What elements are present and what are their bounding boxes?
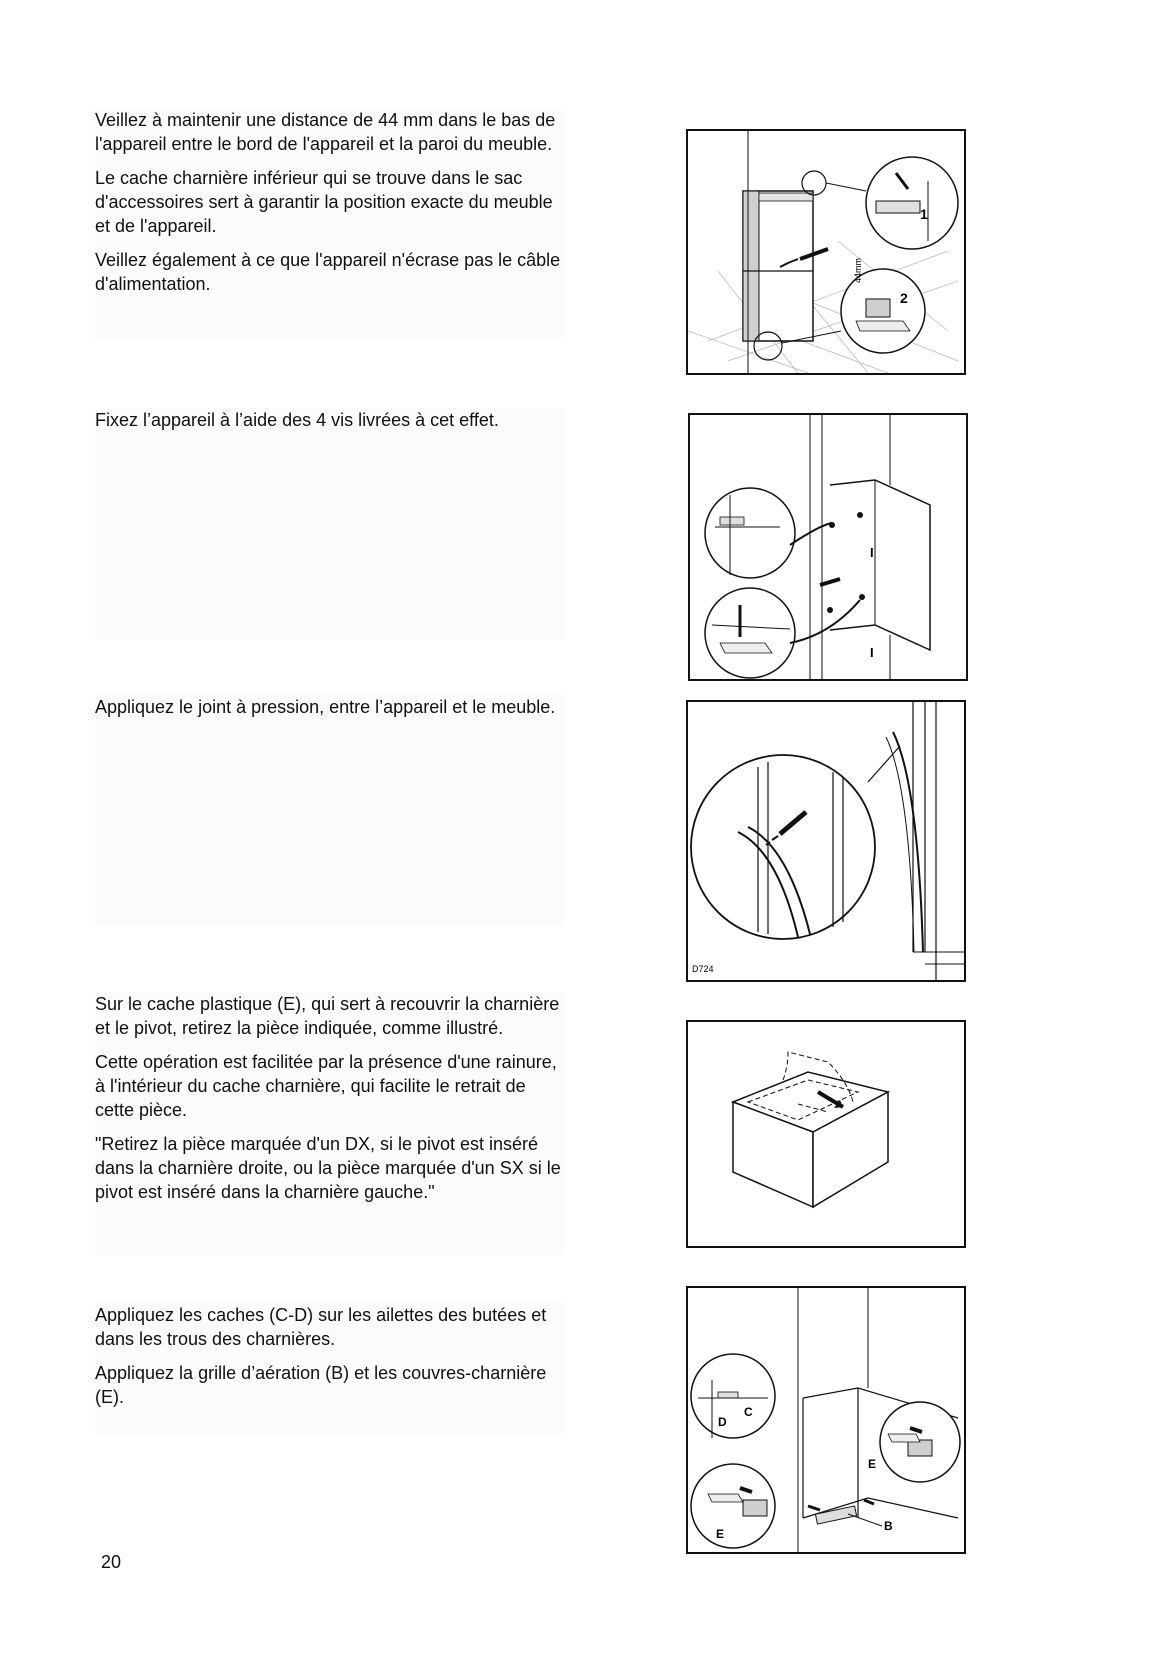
paragraph: Veillez à maintenir une distance de 44 mm dans le bas de l'appareil entre le bord de l'appareil et la paroi du meuble.	[95, 110, 556, 154]
label-i-upper: I	[870, 545, 874, 560]
label-1: 1	[920, 206, 928, 222]
paragraph: Sur le cache plastique (E), qui sert à recouvrir la charnière et le pivot, retirez la pièce indiquée, comme illustré.	[95, 994, 560, 1038]
text-section-4	[95, 992, 565, 1254]
text-section-3	[95, 695, 565, 927]
covers-grille-illustration	[688, 1288, 964, 1552]
seal-illustration	[688, 702, 964, 980]
paragraph: Veillez également à ce que l'appareil n'écrase pas le câble d'alimentation.	[95, 250, 561, 294]
label-i-lower: I	[870, 645, 874, 660]
figure-seal	[686, 700, 966, 982]
label-b: B	[884, 1519, 893, 1533]
label-e-left: E	[716, 1527, 725, 1541]
text-section-2	[95, 408, 565, 640]
paragraph: Fixez l’appareil à l’aide des 4 vis livrées à cet effet.	[95, 410, 499, 430]
paragraph: Le cache charnière inférieur qui se trouve dans le sac d'accessoires sert à garantir la position exacte du meuble et de l'appareil.	[95, 168, 553, 236]
label-e-right: E	[868, 1457, 877, 1471]
screws-illustration	[690, 415, 966, 679]
figure-appliance-spacing	[686, 129, 966, 375]
paragraph: Appliquez les caches (C-D) sur les ailettes des butées et dans les trous des charnières.	[95, 1305, 547, 1349]
paragraph: Appliquez le joint à pression, entre l’appareil et le meuble.	[95, 697, 556, 717]
page-number: 20	[101, 1552, 122, 1572]
text-section-1	[95, 108, 565, 340]
paragraph: "Retirez la pièce marquée d'un DX, si le pivot est inséré dans la charnière droite, ou la pièce marquée d'un SX si le pivot est inséré dans la charnière gauche."	[95, 1134, 561, 1202]
figure-code: D724	[692, 964, 714, 974]
paragraph: Cette opération est facilitée par la présence d'une rainure, à l'intérieur du cache charnière, qui facilite le retrait de cette pièce.	[95, 1052, 557, 1120]
paragraph: Appliquez la grille d’aération (B) et les couvres-charnière (E).	[95, 1363, 547, 1407]
figure-covers-grille	[686, 1286, 966, 1554]
hinge-cover-illustration	[688, 1022, 964, 1246]
figure-hinge-cover	[686, 1020, 966, 1248]
figure-screws	[688, 413, 968, 681]
text-section-5	[95, 1303, 565, 1433]
label-d: D	[718, 1415, 727, 1429]
label-2: 2	[900, 290, 908, 306]
label-44mm: 44mm	[853, 257, 863, 283]
label-c: C	[744, 1405, 753, 1419]
appliance-spacing-illustration	[688, 131, 964, 373]
